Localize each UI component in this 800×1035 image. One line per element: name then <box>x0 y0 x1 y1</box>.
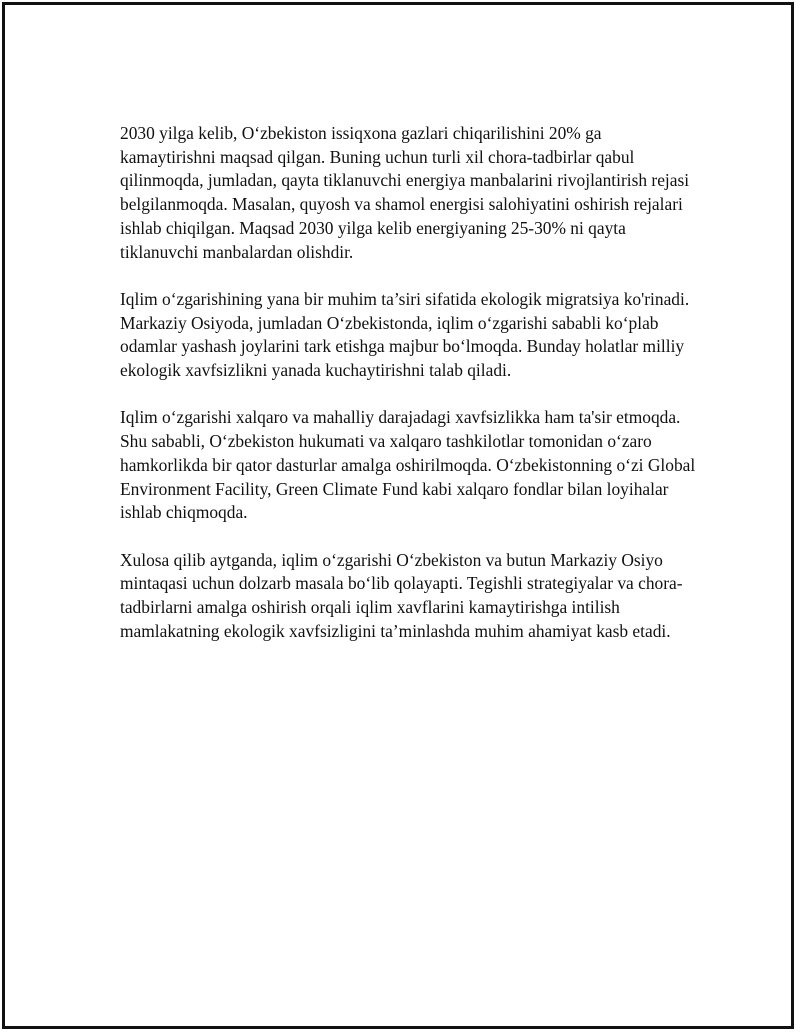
document-page <box>2 2 794 1029</box>
paragraph-conclusion: Xulosa qilib aytganda, iqlim o‘zgarishi O‘zbekiston va butun Markaziy Osiyo mintaqasi uchun dolzarb masala bo‘lib qolayapti. Tegishli strategiyalar va chora-tadbirlarni amalga oshirish orqali iqlim xavflarini kamaytirishga intilish mamlakatning ekologik xavfsizligini ta’minlashda muhim ahamiyat kasb etadi. <box>120 549 683 641</box>
paragraph-emissions-goal: 2030 yilga kelib, O‘zbekiston issiqxona gazlari chiqarilishini 20% ga kamaytirishni maqsad qilgan. Buning uchun turli xil chora-tadbirlar qabul qilinmoqda, jumladan, qayta tiklanuvchi energiya manbalarini rivojlantirish rejasi belgilanmoqda. Masalan, quyosh va shamol energisi salohiyatini oshirish rejalari ishlab chiqilgan. Maqsad 2030 yilga kelib energiyaning 25-30% ni qayta tiklanuvchi manbalardan olishdir. <box>120 123 690 262</box>
paragraph-ecological-migration: Iqlim o‘zgarishining yana bir muhim ta’siri sifatida ekologik migratsiya ko'rinadi. Markaziy Osiyoda, jumladan O‘zbekistonda, iqlim o‘zgarishi sababli ko‘plab odamlar yashash joylarini tark etishga majbur bo‘lmoqda. Bunday holatlar milliy ekologik xavfsizlikni yanada kuchaytirishni talab qiladi. <box>120 288 690 381</box>
document-body <box>120 122 700 667</box>
paragraph-international-cooperation: Iqlim o‘zgarishi xalqaro va mahalliy darajadagi xavfsizlikka ham ta'sir etmoqda. Shu sababli, O‘zbekiston hukumati va xalqaro tashkilotlar tomonidan o‘zaro hamkorlikda bir qator dasturlar amalga oshirilmoqda. O‘zbekistonning o‘zi Global Environment Facility, Green Climate Fund kabi xalqaro fondlar bilan loyihalar ishlab chiqmoqda. <box>120 407 696 523</box>
